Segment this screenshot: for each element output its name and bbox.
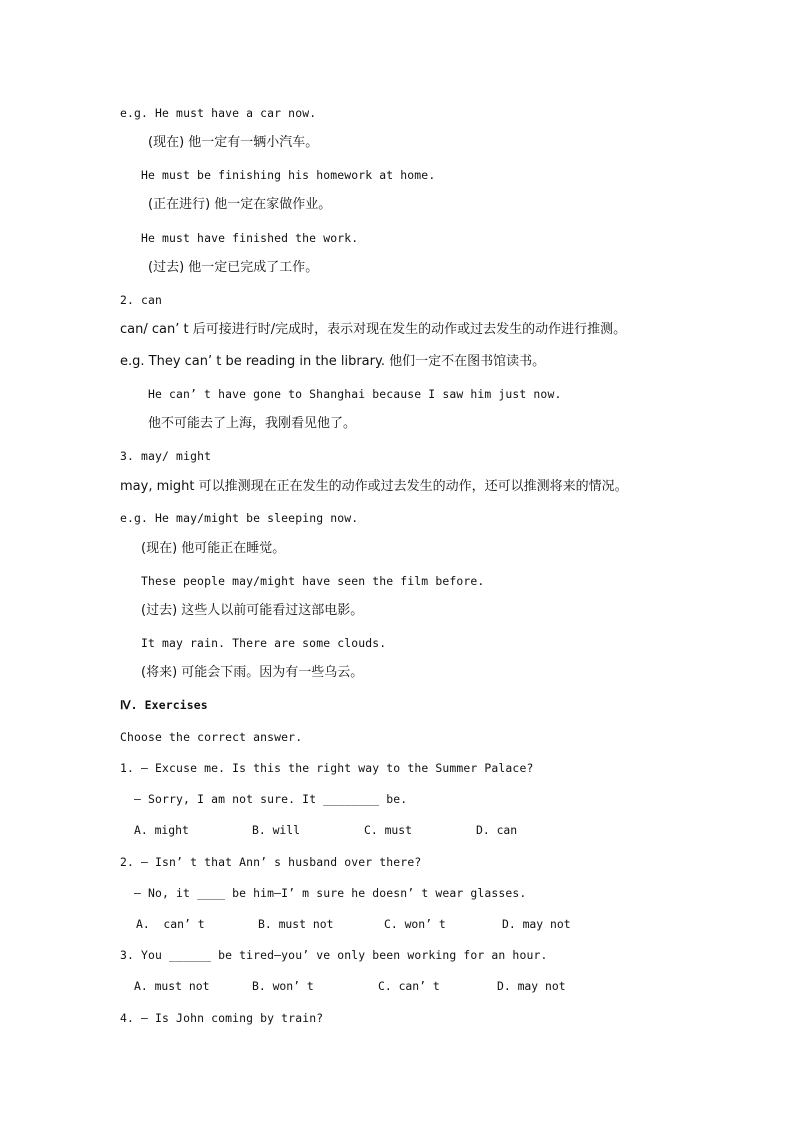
example-line: He must have finished the work.: [141, 231, 359, 245]
option-a: A. can’ t: [136, 917, 205, 931]
example-line: He can’ t have gone to Shanghai because I saw him just now.: [148, 387, 562, 401]
section-heading-may-might: 3. may/ might: [120, 449, 212, 463]
explanation-line: may, might 可以推测现在正在发生的动作或过去发生的动作，还可以推测将来的情况。: [120, 479, 628, 494]
option-d: D. may not: [497, 979, 566, 993]
option-d: D. may not: [502, 917, 571, 931]
example-line: e.g. He may/might be sleeping now.: [120, 511, 359, 525]
translation-line: (将来) 可能会下雨。因为有一些乌云。: [141, 665, 364, 680]
option-b: B. must not: [258, 917, 334, 931]
option-a: A. must not: [134, 979, 210, 993]
example-line: e.g. They can’ t be reading in the library. 他们一定不在图书馆读书。: [120, 354, 546, 369]
option-a: A. might: [134, 823, 189, 837]
question-1-reply: — Sorry, I am not sure. It ________ be.: [134, 792, 408, 806]
question-1: 1. — Excuse me. Is this the right way to the Summer Palace?: [120, 761, 534, 775]
question-2: 2. — Isn’ t that Ann’ s husband over there?: [120, 855, 422, 869]
translation-line: (现在) 他一定有一辆小汽车。: [148, 135, 319, 150]
explanation-line: can/ can’ t 后可接进行时/完成时，表示对现在发生的动作或过去发生的动作进行推测。: [120, 322, 627, 337]
translation-line: (现在) 他可能正在睡觉。: [141, 541, 286, 556]
example-line: He must be finishing his homework at home.: [141, 168, 436, 182]
exercise-instruction: Choose the correct answer.: [120, 730, 303, 744]
translation-line: 他不可能去了上海，我刚看见他了。: [148, 416, 357, 431]
exercises-heading: Ⅳ. Exercises: [120, 698, 208, 712]
option-c: C. won’ t: [384, 917, 446, 931]
option-d: D. can: [476, 823, 518, 837]
translation-line: (过去) 他一定已完成了工作。: [148, 260, 319, 275]
example-line: e.g. He must have a car now.: [120, 106, 317, 120]
section-heading-can: 2. can: [120, 293, 163, 307]
option-b: B. won’ t: [252, 979, 314, 993]
example-line: It may rain. There are some clouds.: [141, 636, 387, 650]
option-c: C. must: [364, 823, 413, 837]
option-c: C. can’ t: [378, 979, 440, 993]
option-b: B. will: [252, 823, 301, 837]
question-4: 4. — Is John coming by train?: [120, 1011, 324, 1025]
example-line: These people may/might have seen the film before.: [141, 574, 485, 588]
question-3: 3. You ______ be tired—you’ ve only been working for an hour.: [120, 948, 548, 962]
translation-line: (正在进行) 他一定在家做作业。: [148, 197, 332, 212]
question-2-reply: — No, it ____ be him—I’ m sure he doesn’ t wear glasses.: [134, 886, 527, 900]
translation-line: (过去) 这些人以前可能看过这部电影。: [141, 603, 364, 618]
